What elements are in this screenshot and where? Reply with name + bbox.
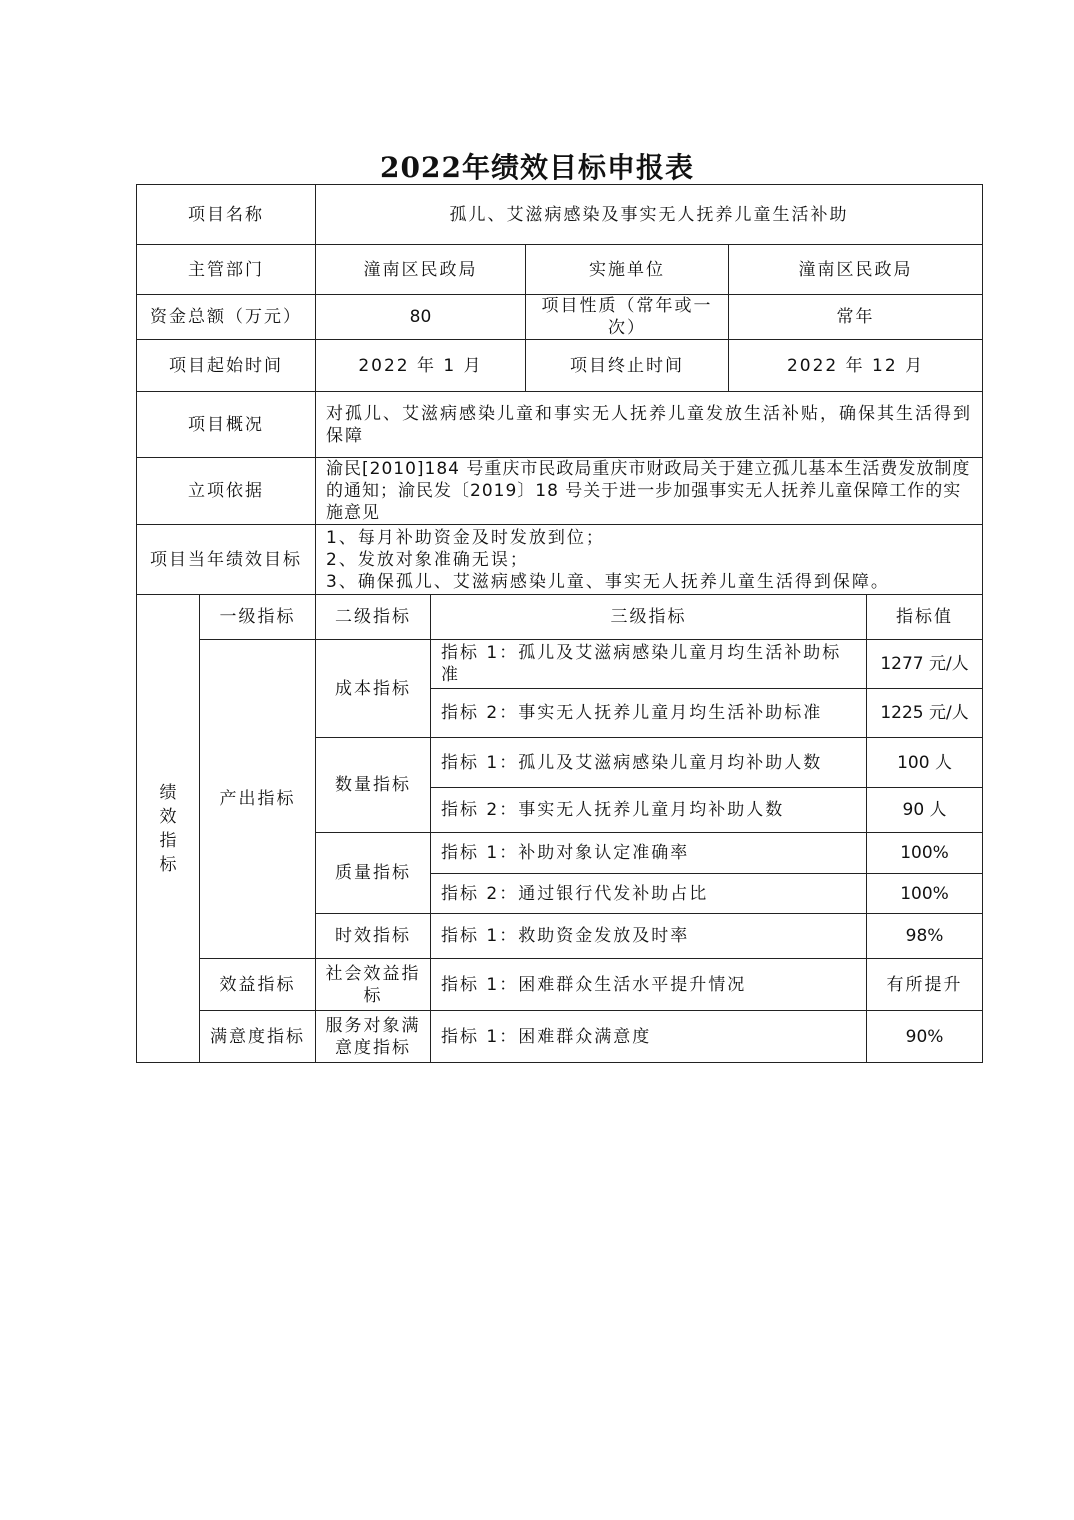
performance-form-table (136, 184, 983, 1063)
overview-value: 对孤儿、艾滋病感染儿童和事实无人抚养儿童发放生活补贴，确保其生活得到保障 (316, 392, 983, 458)
fund-label: 资金总额（万元） (137, 295, 316, 340)
row-satisfaction (137, 1011, 983, 1063)
quantity-value-1: 100 人 (867, 738, 983, 788)
row-cost-1 (137, 640, 983, 689)
social-indicator: 指标 1：困难群众生活水平提升情况 (431, 959, 867, 1011)
impl-label: 实施单位 (526, 245, 729, 295)
project-name-label: 项目名称 (137, 185, 316, 245)
service-label: 服务对象满意度指标 (316, 1011, 431, 1063)
end-value: 2022 年 12 月 (729, 340, 983, 392)
page-title: 2022年绩效目标申报表 (380, 151, 694, 184)
social-value: 有所提升 (867, 959, 983, 1011)
nature-label: 项目性质（常年或一次） (526, 295, 729, 340)
goal-item: 3、确保孤儿、艾滋病感染儿童、事实无人抚养儿童生活得到保障。 (326, 571, 890, 592)
timeliness-label: 时效指标 (316, 914, 431, 959)
benefit-label: 效益指标 (200, 959, 316, 1011)
service-value: 90% (867, 1011, 983, 1063)
quality-indicator-1: 指标 1：补助对象认定准确率 (431, 833, 867, 874)
header-level3: 三级指标 (431, 595, 867, 640)
row-benefit (137, 959, 983, 1011)
quantity-indicator-1: 指标 1：孤儿及艾滋病感染儿童月均补助人数 (431, 738, 867, 788)
start-label: 项目起始时间 (137, 340, 316, 392)
basis-value: 渝民[2010]184 号重庆市民政局重庆市财政局关于建立孤儿基本生活费发放制度的通知；渝民发〔2019〕18 号关于进一步加强事实无人抚养儿童保障工作的实施意见 (316, 458, 983, 525)
dept-label: 主管部门 (137, 245, 316, 295)
satisfaction-label: 满意度指标 (200, 1011, 316, 1063)
perf-group-label: 绩 效 指 标 (137, 595, 200, 1063)
goal-list (316, 525, 983, 595)
cost-value-2: 1225 元/人 (867, 689, 983, 738)
impl-value: 潼南区民政局 (729, 245, 983, 295)
timeliness-indicator: 指标 1：救助资金发放及时率 (431, 914, 867, 959)
row-basis (137, 458, 983, 525)
quantity-label: 数量指标 (316, 738, 431, 833)
row-goals (137, 525, 983, 595)
cost-indicator-2: 指标 2：事实无人抚养儿童月均生活补助标准 (431, 689, 867, 738)
row-dates (137, 340, 983, 392)
row-perf-header (137, 595, 983, 640)
timeliness-value: 98% (867, 914, 983, 959)
service-indicator: 指标 1：困难群众满意度 (431, 1011, 867, 1063)
goal-item: 1、每月补助资金及时发放到位； (326, 527, 605, 548)
header-level2: 二级指标 (316, 595, 431, 640)
row-funding (137, 295, 983, 340)
start-value: 2022 年 1 月 (316, 340, 526, 392)
nature-value: 常年 (729, 295, 983, 340)
basis-label: 立项依据 (137, 458, 316, 525)
quality-value-1: 100% (867, 833, 983, 874)
quality-indicator-2: 指标 2：通过银行代发补助占比 (431, 874, 867, 914)
row-project-name (137, 185, 983, 245)
cost-label: 成本指标 (316, 640, 431, 738)
header-value: 指标值 (867, 595, 983, 640)
quality-value-2: 100% (867, 874, 983, 914)
overview-label: 项目概况 (137, 392, 316, 458)
fund-value: 80 (316, 295, 526, 340)
output-label: 产出指标 (200, 640, 316, 959)
row-department (137, 245, 983, 295)
cost-value-1: 1277 元/人 (867, 640, 983, 689)
end-label: 项目终止时间 (526, 340, 729, 392)
social-label: 社会效益指标 (316, 959, 431, 1011)
row-overview (137, 392, 983, 458)
quality-label: 质量指标 (316, 833, 431, 914)
cost-indicator-1: 指标 1：孤儿及艾滋病感染儿童月均生活补助标准 (431, 640, 867, 689)
goal-item: 2、发放对象准确无误； (326, 549, 529, 570)
project-name-value: 孤儿、艾滋病感染及事实无人抚养儿童生活补助 (316, 185, 983, 245)
quantity-indicator-2: 指标 2：事实无人抚养儿童月均补助人数 (431, 788, 867, 833)
dept-value: 潼南区民政局 (316, 245, 526, 295)
quantity-value-2: 90 人 (867, 788, 983, 833)
goal-label: 项目当年绩效目标 (137, 525, 316, 595)
header-level1: 一级指标 (200, 595, 316, 640)
